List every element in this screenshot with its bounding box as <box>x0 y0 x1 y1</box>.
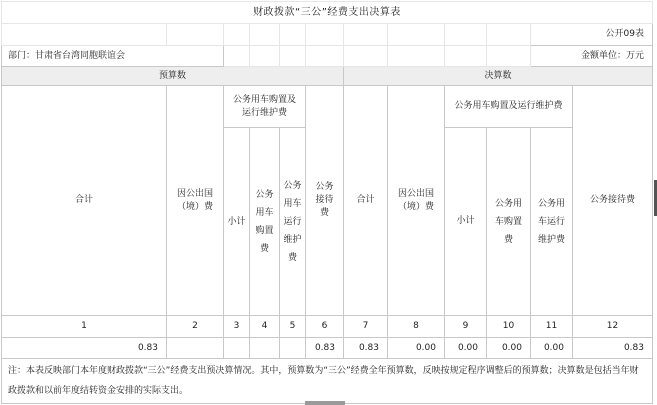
blank-cell[interactable] <box>224 24 250 46</box>
col-number: 11 <box>531 316 573 338</box>
blank-cell[interactable] <box>445 46 487 67</box>
blank-cell[interactable] <box>487 24 531 46</box>
blank-cell[interactable] <box>167 24 224 46</box>
value-cell[interactable] <box>167 338 224 359</box>
blank-cell[interactable] <box>388 24 445 46</box>
col-number: 4 <box>250 316 280 338</box>
col-number: 6 <box>306 316 344 338</box>
value-cell[interactable]: 0.83 <box>306 338 344 359</box>
col-number: 1 <box>2 316 167 338</box>
col-number: 10 <box>487 316 531 338</box>
horizontal-scrollbar[interactable] <box>305 401 345 405</box>
value-cell[interactable]: 0.00 <box>388 338 445 359</box>
blank-cell[interactable] <box>224 46 250 67</box>
blank-cell[interactable] <box>250 24 280 46</box>
blank-cell[interactable] <box>487 46 531 67</box>
col-car-purchase-budget: 公务用车购置费 <box>250 128 280 316</box>
value-cell[interactable]: 0.83 <box>573 338 653 359</box>
col-reception-budget: 公务接待费 <box>306 86 344 316</box>
blank-cell[interactable] <box>250 46 280 67</box>
col-number: 5 <box>280 316 306 338</box>
col-subtotal-final: 小计 <box>445 128 487 316</box>
three-public-expenses-table <box>1 1 653 404</box>
col-car-group-final: 公务用车购置及运行维护费 <box>445 86 573 128</box>
unit-label: 金额单位：万元 <box>531 46 653 67</box>
value-cell[interactable]: 0.00 <box>531 338 573 359</box>
col-reception-final: 公务接待费 <box>573 86 653 316</box>
col-car-operate-final: 公务用车运行维护费 <box>531 128 573 316</box>
blank-cell[interactable] <box>280 46 306 67</box>
blank-cell[interactable] <box>280 24 306 46</box>
table-title: 财政拨款“三公”经费支出决算表 <box>2 2 653 24</box>
col-subtotal-budget: 小计 <box>224 128 250 316</box>
blank-cell[interactable] <box>306 46 344 67</box>
table-note: 注：本表反映部门本年度财政拨款“三公”经费支出预决算情况。其中，预算数为“三公”经费全年预算数，反映按规定程序调整后的预算数；决算数是包括当年财政拨款和以前年度结转资金安排的实际支出。 <box>2 359 653 404</box>
col-car-purchase-final: 公务用车购置费 <box>487 128 531 316</box>
col-abroad-final: 因公出国（境）费 <box>388 86 445 316</box>
col-number: 12 <box>573 316 653 338</box>
col-total-budget: 合计 <box>2 86 167 316</box>
value-cell[interactable]: 0.00 <box>445 338 487 359</box>
blank-cell[interactable] <box>344 24 388 46</box>
blank-cell[interactable] <box>388 46 445 67</box>
value-cell[interactable] <box>250 338 280 359</box>
blank-cell[interactable] <box>445 24 487 46</box>
col-total-final: 合计 <box>344 86 388 316</box>
value-cell[interactable]: 0.83 <box>2 338 167 359</box>
department-label: 部门：甘肃省台湾同胞联谊会 <box>2 46 224 67</box>
budget-header: 预算数 <box>2 67 344 86</box>
col-number: 3 <box>224 316 250 338</box>
col-number: 9 <box>445 316 487 338</box>
col-car-group-budget: 公务用车购置及运行维护费 <box>224 86 306 128</box>
col-number: 7 <box>344 316 388 338</box>
blank-cell[interactable] <box>344 46 388 67</box>
value-cell[interactable]: 0.83 <box>344 338 388 359</box>
col-abroad-budget: 因公出国（境）费 <box>167 86 224 316</box>
col-number: 2 <box>167 316 224 338</box>
final-header: 决算数 <box>344 67 653 86</box>
blank-cell[interactable] <box>306 24 344 46</box>
value-cell[interactable] <box>280 338 306 359</box>
form-number: 公开09表 <box>531 24 653 46</box>
blank-cell[interactable] <box>2 24 167 46</box>
col-number: 8 <box>388 316 445 338</box>
col-car-operate-budget: 公务用车运行维护费 <box>280 128 306 316</box>
value-cell[interactable]: 0.00 <box>487 338 531 359</box>
value-cell[interactable] <box>224 338 250 359</box>
